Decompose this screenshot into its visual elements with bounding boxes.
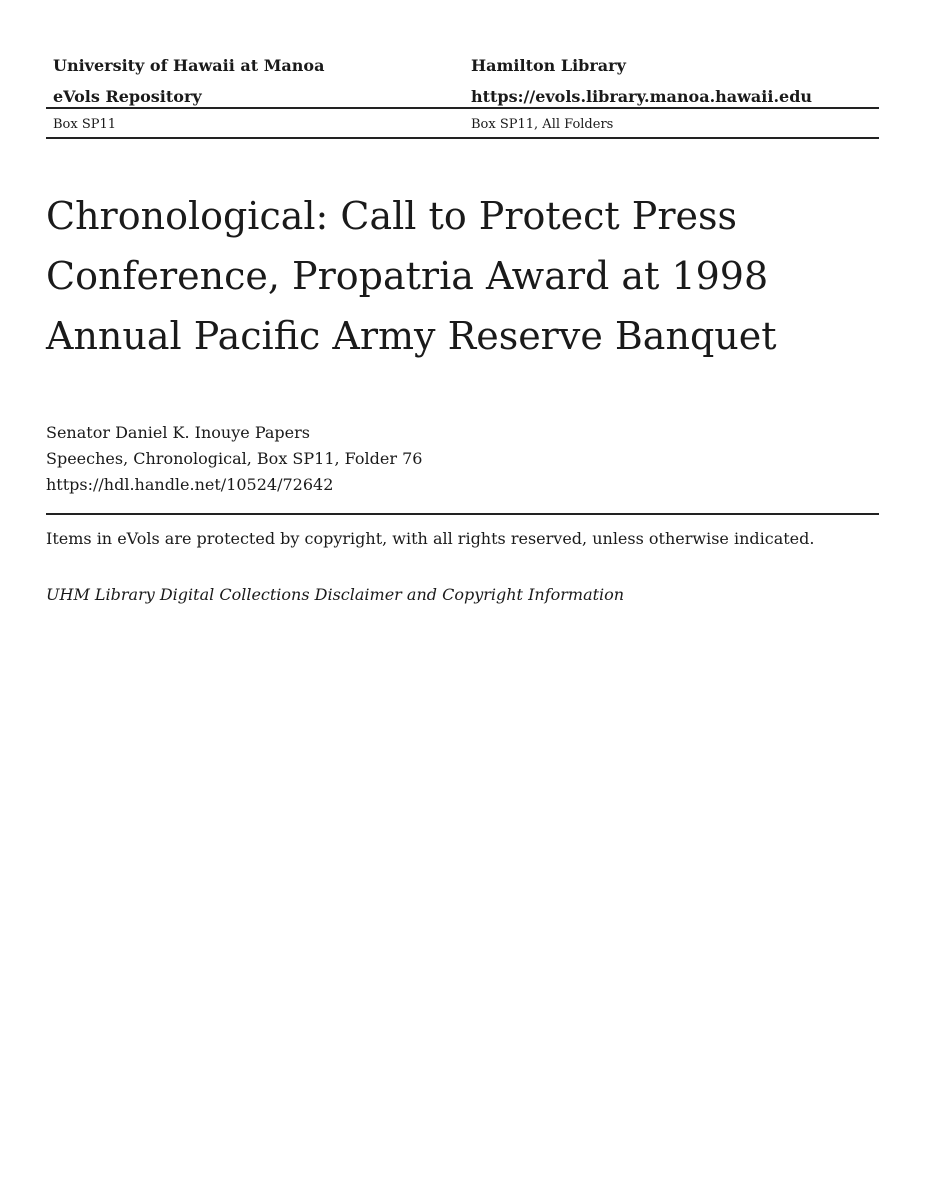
repository-url-link[interactable]: https://evols.library.manoa.hawaii.edu: [471, 87, 813, 106]
disclaimer-link[interactable]: UHM Library Digital Collections Disclaimer and Copyright Information: [46, 585, 625, 604]
collection-name: Senator Daniel K. Inouye Papers: [46, 423, 310, 442]
handle-link[interactable]: https://hdl.handle.net/10524/72642: [46, 475, 334, 494]
box-label-left: Box SP11: [53, 117, 117, 132]
header-row-1: [46, 52, 879, 83]
header-divider-bottom: [46, 137, 879, 139]
header-row-2: [46, 83, 879, 114]
library-name: Hamilton Library: [471, 56, 626, 75]
document-metadata: [46, 420, 422, 498]
repository-name: eVols Repository: [53, 87, 202, 106]
header-grid: [46, 52, 879, 114]
document-title: Chronological: Call to Protect Press Conference, Propatria Award at 1998 Annual Pacific Army Reserve Banquet: [46, 194, 777, 358]
header-divider-top: [46, 107, 879, 109]
institution-name: University of Hawaii at Manoa: [53, 56, 325, 75]
metadata-divider: [46, 513, 879, 515]
box-label-right: Box SP11, All Folders: [471, 117, 614, 132]
series-info: Speeches, Chronological, Box SP11, Folder 76: [46, 449, 423, 468]
copyright-notice: Items in eVols are protected by copyright, with all rights reserved, unless otherwise indicated.: [46, 529, 815, 548]
